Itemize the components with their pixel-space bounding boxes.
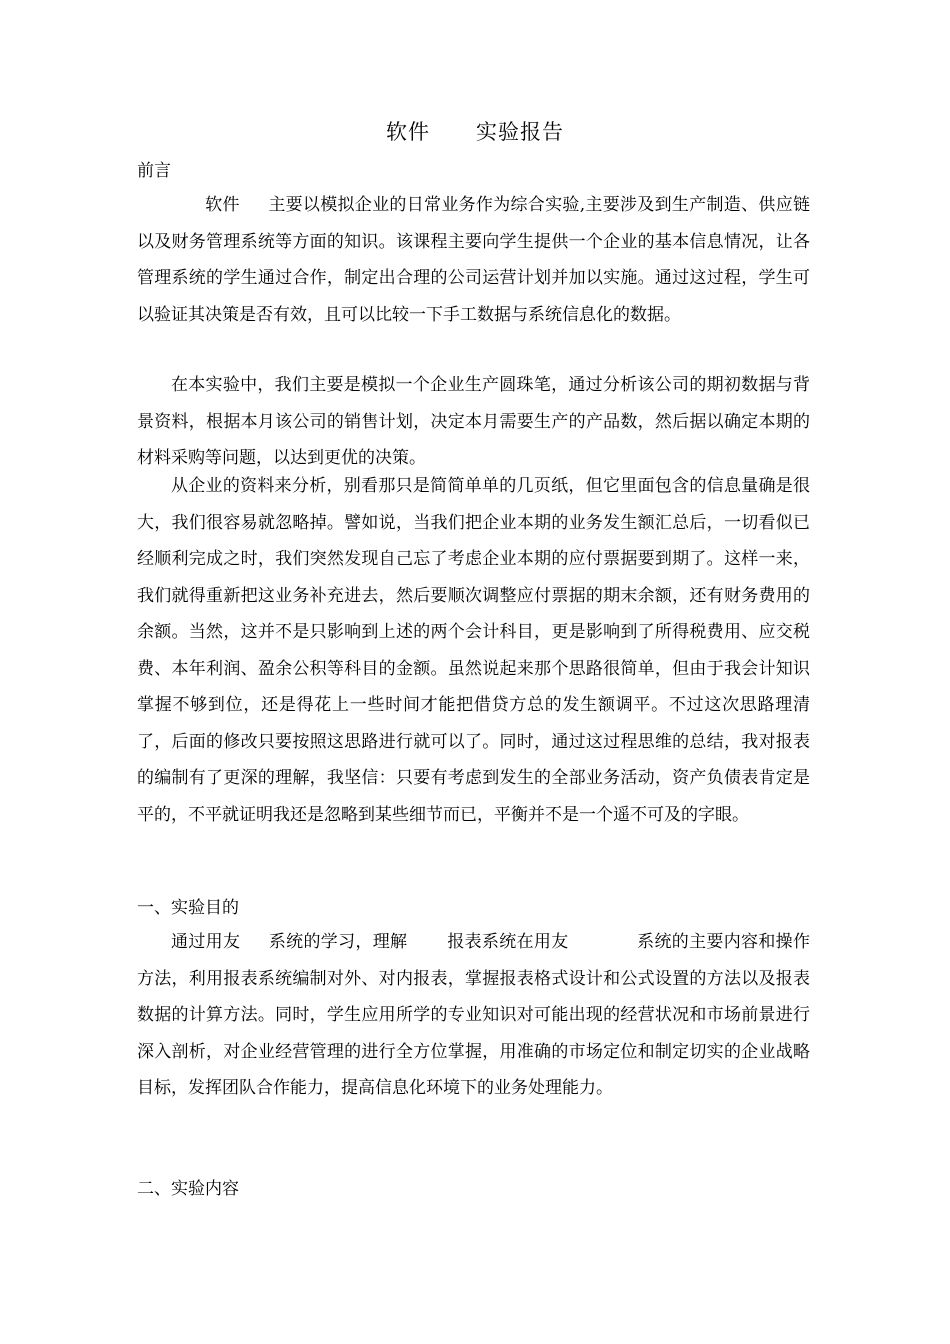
section-heading-content: 二、实验内容 <box>137 1179 239 1199</box>
section-heading-purpose: 一、实验目的 <box>137 898 239 918</box>
purpose-paragraph: 通过用友 系统的学习，理解 报表系统在用友 系统的主要内容和操作方法，利用报表系统编制对外、对内报表，掌握报表格式设计和公式设置的方法以及报表数据的计算方法。同时，学生应用所学的专业知识对可能出现的经营状况和市场前景进行深入剖析，对企业经营管理的进行全方位掌握，用准确的市场定位和制定切实的企业战略目标，发挥团队合作能力，提高信息化环境下的业务处理能力。 <box>137 932 810 1098</box>
page-title: 软件 实验报告 <box>385 120 565 144</box>
preface-heading: 前言 <box>137 161 171 181</box>
preface-paragraph-2: 在本实验中，我们主要是模拟一个企业生产圆珠笔，通过分析该公司的期初数据与背景资料，根据本月该公司的销售计划，决定本月需要生产的产品数，然后据以确定本期的材料采购等问题，以达到更优的决策。 <box>137 375 810 468</box>
preface-paragraph-3: 从企业的资料来分析，别看那只是简简单单的几页纸，但它里面包含的信息量确是很大，我们很容易就忽略掉。譬如说，当我们把企业本期的业务发生额汇总后，一切看似已经顺利完成之时，我们突然发现自己忘了考虑企业本期的应付票据要到期了。这样一来，我们就得重新把这业务补充进去，然后要顺次调整应付票据的期末余额，还有财务费用的余额。当然，这并不是只影响到上述的两个会计科目，更是影响到了所得税费用、应交税费、本年利润、盈余公积等科目的金额。虽然说起来那个思路很简单，但由于我会计知识掌握不够到位，还是得花上一些时间才能把借贷方总的发生额调平。不过这次思路理清了，后面的修改只要按照这思路进行就可以了。同时，通过这过程思维的总结，我对报表的编制有了更深的理解，我坚信：只要有考虑到发生的全部业务活动，资产负债表肯定是平的，不平就证明我还是忽略到某些细节而已，平衡并不是一个遥不可及的字眼。 <box>137 476 810 825</box>
preface-paragraph-1: 软件 主要以模拟企业的日常业务作为综合实验,主要涉及到生产制造、供应链以及财务管理系统等方面的知识。该课程主要向学生提供一个企业的基本信息情况，让各管理系统的学生通过合作，制定出合理的公司运营计划并加以实施。通过这过程，学生可以验证其决策是否有效，且可以比较一下手工数据与系统信息化的数据。 <box>137 195 810 325</box>
